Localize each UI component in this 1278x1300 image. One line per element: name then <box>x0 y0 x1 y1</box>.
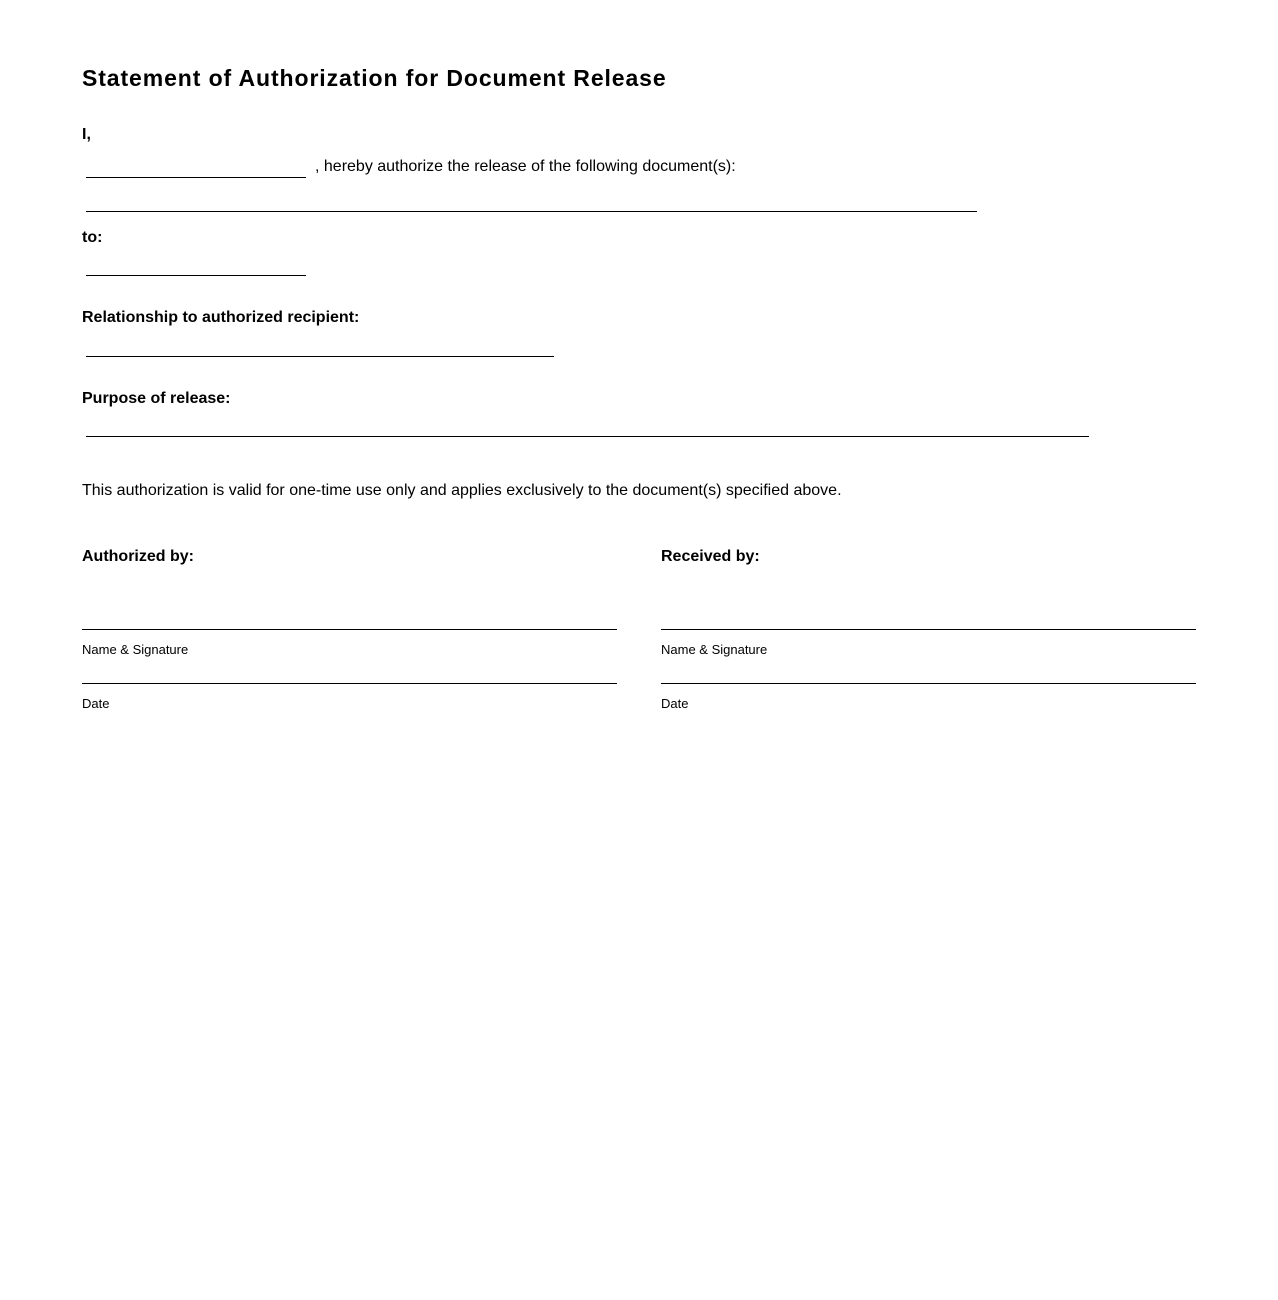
received-date-label: Date <box>661 696 689 711</box>
relationship-field[interactable] <box>86 356 554 357</box>
documents-field[interactable] <box>86 211 977 212</box>
received-name-signature-label: Name & Signature <box>661 642 768 657</box>
authorize-statement: , hereby authorize the release of the following document(s): <box>315 158 736 175</box>
recipient-label: to: <box>82 229 103 246</box>
authorized-signature-line[interactable] <box>82 629 617 630</box>
validity-note: This authorization is valid for one-time use only and applies exclusively to the document(s) specified above. <box>82 482 842 499</box>
purpose-label: Purpose of release: <box>82 390 231 407</box>
purpose-field[interactable] <box>86 436 1089 437</box>
received-date-line[interactable] <box>661 683 1196 684</box>
received-by-heading: Received by: <box>661 548 760 565</box>
authorized-date-line[interactable] <box>82 683 617 684</box>
authorized-name-signature-label: Name & Signature <box>82 642 189 657</box>
recipient-field[interactable] <box>86 275 306 276</box>
authorized-by-heading: Authorized by: <box>82 548 194 565</box>
received-signature-line[interactable] <box>661 629 1196 630</box>
authorizer-name-field[interactable] <box>86 177 306 178</box>
document-title: Statement of Authorization for Document Release <box>82 65 667 91</box>
intro-label: I, <box>82 126 91 143</box>
authorized-date-label: Date <box>82 696 110 711</box>
relationship-label: Relationship to authorized recipient: <box>82 309 360 326</box>
